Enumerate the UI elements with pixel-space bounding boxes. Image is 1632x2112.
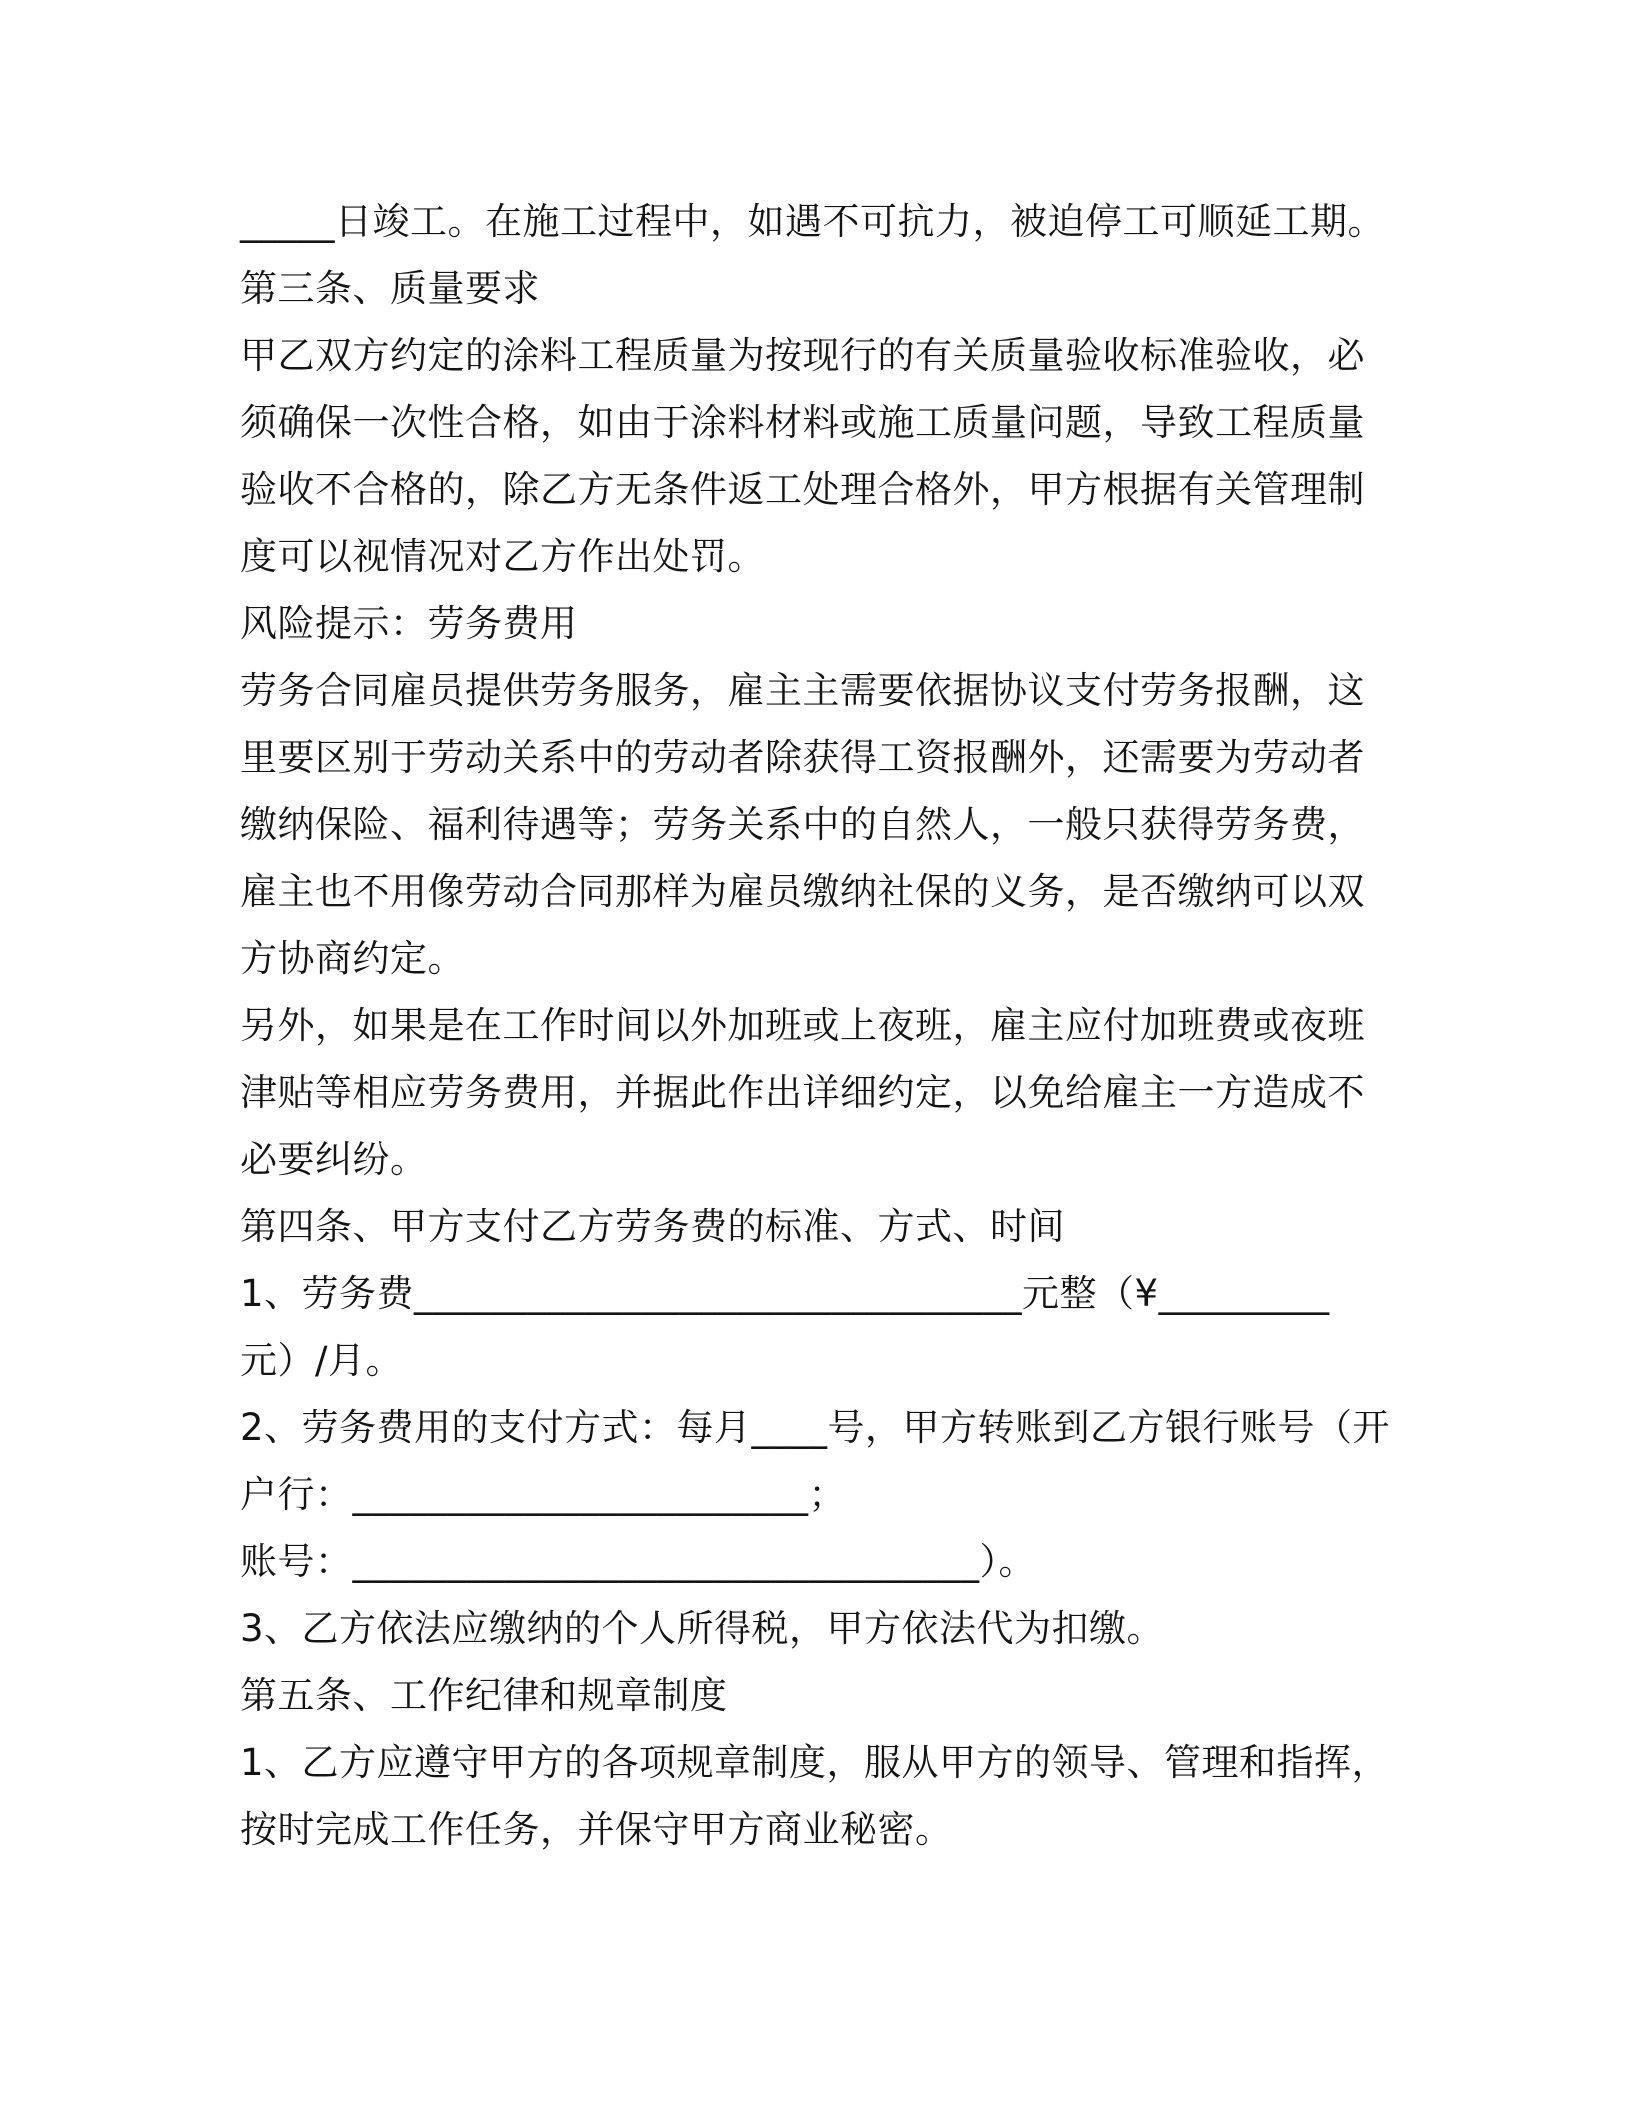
risk-heading: 风险提示：劳务费用 [240, 602, 578, 645]
account-line: 账号：_________________________________）。 [240, 1540, 1036, 1583]
fee-line: 1、劳务费________________________________元整（¥_________ [240, 1272, 1330, 1315]
section-heading: 第五条、工作纪律和规章制度 [240, 1674, 728, 1717]
section-heading: 第三条、质量要求 [240, 267, 540, 310]
section-heading: 第四条、甲方支付乙方劳务费的标准、方式、时间 [240, 1205, 1065, 1248]
text-line: 1、乙方应遵守甲方的各项规章制度，服从甲方的领导、管理和指挥， [240, 1741, 1390, 1784]
text-line: 3、乙方依法应缴纳的个人所得税，甲方依法代为扣缴。 [240, 1607, 1165, 1650]
text-line: 方协商约定。 [240, 937, 465, 980]
text-line: 元）/月。 [240, 1339, 403, 1382]
text-line: 须确保一次性合格，如由于涂料材料或施工质量问题，导致工程质量 [240, 401, 1365, 444]
text-line: 缴纳保险、福利待遇等；劳务关系中的自然人，一般只获得劳务费， [240, 803, 1365, 846]
text-line: _____日竣工。在施工过程中，如遇不可抗力，被迫停工可顺延工期。 [240, 200, 1385, 243]
text-line: 按时完成工作任务，并保守甲方商业秘密。 [240, 1808, 953, 1851]
text-line: 津贴等相应劳务费用，并据此作出详细约定，以免给雇主一方造成不 [240, 1071, 1365, 1114]
text-line: 必要纠纷。 [240, 1138, 428, 1181]
bank-line: 户行：________________________； [240, 1473, 846, 1516]
text-line: 甲乙双方约定的涂料工程质量为按现行的有关质量验收标准验收，必 [240, 334, 1365, 377]
text-line: 雇主也不用像劳动合同那样为雇员缴纳社保的义务，是否缴纳可以双 [240, 870, 1365, 913]
text-line: 里要区别于劳动关系中的劳动者除获得工资报酬外，还需要为劳动者 [240, 736, 1365, 779]
text-line: 度可以视情况对乙方作出处罚。 [240, 535, 765, 578]
document-body [240, 188, 1400, 1863]
text-line: 劳务合同雇员提供劳务服务，雇主主需要依据协议支付劳务报酬，这 [240, 669, 1365, 712]
payment-method-line: 2、劳务费用的支付方式：每月____号，甲方转账到乙方银行账号（开 [240, 1406, 1391, 1449]
text-line: 验收不合格的，除乙方无条件返工处理合格外，甲方根据有关管理制 [240, 468, 1365, 511]
text-line: 另外，如果是在工作时间以外加班或上夜班，雇主应付加班费或夜班 [240, 1004, 1365, 1047]
